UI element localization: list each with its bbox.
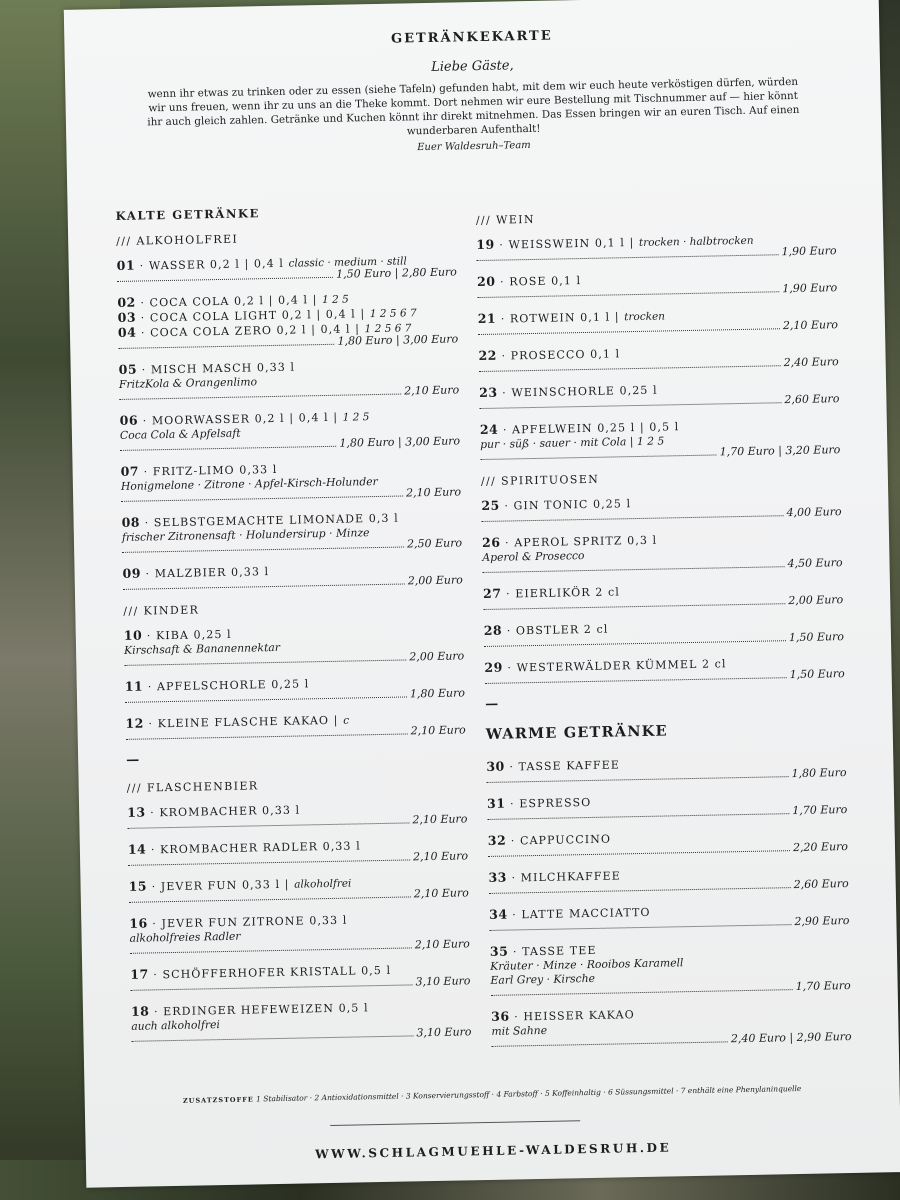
item-price: 2,20 Euro — [792, 840, 849, 855]
bullet-separator: · — [143, 680, 158, 694]
item-description: Earl Grey · Kirsche — [490, 971, 596, 987]
bullet-separator: · — [143, 717, 158, 731]
item-name: COCA COLA LIGHT 0,2 l | 0,4 l | — [149, 307, 366, 325]
bullet-separator: · — [506, 834, 521, 848]
item-number: 23 — [479, 384, 498, 401]
item-description: FritzKola & Orangenlimo — [118, 375, 258, 391]
item-note: c — [343, 714, 350, 727]
item-note: trocken — [624, 310, 666, 324]
menu-item — [480, 415, 841, 463]
item-number: 35 — [489, 943, 509, 959]
item-number: 09 — [122, 565, 142, 581]
bullet-separator: · — [498, 423, 513, 437]
item-name: SELBSTGEMACHTE LIMONADE 0,3 l — [153, 511, 399, 530]
bullet-separator: · — [149, 1005, 164, 1019]
item-name: ESPRESSO — [519, 795, 592, 811]
item-price: 3,10 Euro — [415, 974, 471, 989]
greeting: Liebe Gäste, — [431, 58, 514, 75]
subsection-heading: /// KINDER — [123, 603, 200, 618]
item-name: FRITZ-LIMO 0,33 l — [152, 462, 278, 479]
item-number: 21 — [477, 310, 497, 327]
item-description: Honigmelone · Zitrone · Apfel-Kirsch-Holunder — [120, 474, 378, 493]
item-number: 20 — [476, 273, 496, 290]
page-title: GETRÄNKEKARTE — [390, 28, 553, 47]
bullet-separator: · — [509, 1010, 524, 1024]
item-number: 16 — [129, 915, 148, 931]
item-name: JEVER FUN 0,33 l | — [160, 877, 290, 894]
item-note: 1 2 5 — [342, 411, 370, 424]
bullet-separator: · — [506, 871, 521, 885]
menu-item — [476, 230, 836, 264]
item-description: mit Sahne — [491, 1023, 548, 1038]
bullet-separator: · — [508, 945, 523, 959]
item-name: SCHÖFFERHOFER KRISTALL 0,5 l — [162, 963, 392, 982]
menu-item — [127, 798, 467, 832]
item-number: 29 — [484, 659, 504, 675]
menu-item — [477, 267, 837, 301]
menu-item — [478, 341, 838, 375]
item-number: 04 — [117, 324, 137, 340]
menu-item — [478, 304, 838, 338]
bullet-separator: · — [507, 908, 522, 922]
item-price: 2,60 Euro — [784, 392, 840, 407]
item-number: 22 — [478, 347, 498, 364]
subsection-heading: /// WEIN — [475, 212, 536, 228]
additives-list: 1 Stabilisator · 2 Antioxidationsmittel · 3 Konservierungsstoff · 4 Farbstoff · 5 Koffeinhaltig · 6 Süssungsmittel · 7 enthält eine Phenylaninquelle — [256, 1083, 802, 1104]
item-price: 1,50 Euro | 2,80 Euro — [336, 265, 457, 281]
additives-label: ZUSATZSTOFFE — [182, 1095, 254, 1105]
item-name: KIBA 0,25 l — [155, 627, 232, 643]
item-number: 30 — [486, 758, 505, 774]
item-price: 1,90 Euro — [782, 281, 838, 296]
item-price: 2,00 Euro — [788, 593, 844, 608]
item-price: 1,80 Euro | 3,00 Euro — [339, 434, 461, 450]
item-number: 17 — [130, 966, 149, 982]
bullet-separator: · — [505, 797, 520, 811]
bullet-separator: · — [495, 275, 510, 289]
item-name: ROSE 0,1 l — [509, 274, 582, 289]
bullet-separator: · — [147, 917, 162, 931]
item-name: LATTE MACCIATTO — [521, 905, 651, 922]
item-price: 1,50 Euro — [788, 630, 845, 645]
menu-item — [117, 288, 458, 352]
menu-item — [130, 960, 470, 994]
menu-item — [483, 579, 843, 613]
intro-text: wenn ihr etwas zu trinken oder zu essen (siehe Tafeln) gefunden habt, mit dem wir euch heute verköstigen dürfen, würden wir uns freuen, wenn ihr zu uns an die Theke kommt. Dort nehmen wir eure Bestellung mit Tischnummer auf — hier könnt ihr auch gleich zahlen. Getränke und Kuchen könnt ihr direkt mitnehmen. Das Essen bringen wir an euren Tisch. Auf einen wunderbaren Aufenthalt! — [147, 75, 800, 138]
item-price: 4,50 Euro — [787, 556, 843, 571]
item-number: 25 — [481, 497, 500, 514]
menu-item — [491, 1002, 852, 1050]
bullet-separator: · — [499, 499, 514, 513]
item-number: 05 — [118, 361, 138, 377]
item-price: 1,70 Euro | 3,20 Euro — [719, 443, 841, 459]
item-description: pur · süß · sauer · mit Cola | 1 2 5 — [480, 434, 665, 452]
divider-dash: — — [126, 752, 140, 768]
additives-footnote — [105, 1082, 880, 1106]
item-name: ERDINGER HEFEWEIZEN 0,5 l — [163, 1001, 369, 1019]
bullet-separator: · — [136, 326, 151, 340]
menu-item — [122, 559, 462, 593]
item-name: APEROL SPRITZ 0,3 l — [514, 533, 658, 550]
item-number: 28 — [483, 622, 503, 638]
item-name: HEISSER KAKAO — [523, 1008, 635, 1024]
item-description: frischer Zitronensaft · Holundersirup · Minze — [121, 526, 370, 544]
item-name: TASSE TEE — [522, 943, 597, 959]
item-number: 26 — [481, 534, 501, 550]
item-price: 2,10 Euro — [412, 849, 469, 864]
item-name: TASSE KAFFEE — [518, 758, 621, 774]
menu-item — [479, 378, 839, 412]
item-name: WEINSCHORLE 0,25 l — [511, 383, 658, 400]
item-name: WESTERWÄLDER KÜMMEL 2 cl — [516, 657, 727, 675]
item-number: 33 — [488, 869, 508, 885]
item-price: 1,70 Euro — [795, 979, 851, 994]
item-name: APFELWEIN 0,25 l | 0,5 l — [511, 420, 680, 437]
menu-item — [119, 355, 460, 403]
signature: Euer Waldesruh–Team — [417, 139, 531, 154]
bullet-separator: · — [502, 624, 517, 638]
item-note: 1 2 5 6 7 — [369, 307, 417, 321]
item-number: 07 — [120, 463, 140, 479]
menu-item — [488, 826, 848, 860]
item-description: Coca Cola & Apfelsaft — [119, 426, 241, 442]
item-name: MILCHKAFFEE — [520, 869, 621, 885]
section-heading-warm: WARME GETRÄNKE — [485, 722, 668, 743]
section-heading-cold: KALTE GETRÄNKE — [115, 206, 261, 223]
bullet-separator: · — [137, 414, 152, 428]
item-description: Aperol & Prosecco — [482, 549, 585, 564]
menu-item — [129, 909, 470, 957]
menu-item — [490, 937, 851, 999]
item-price: 2,60 Euro — [793, 877, 849, 892]
menu-item — [487, 789, 847, 823]
item-name: PROSECCO 0,1 l — [510, 347, 621, 363]
item-note: trocken · halbtrocken — [638, 234, 754, 249]
item-description: Kirschsaft & Bananennektar — [123, 640, 281, 657]
item-price: 1,90 Euro — [781, 244, 837, 259]
item-name: WASSER 0,2 l | 0,4 l — [148, 256, 285, 273]
item-name: KLEINE FLASCHE KAKAO | — [157, 713, 339, 731]
item-number: 10 — [123, 627, 143, 643]
website-url: WWW.SCHLAGMUEHLE-WALDESRUH.DE — [315, 1140, 672, 1162]
item-number: 32 — [487, 832, 507, 848]
item-name: KROMBACHER 0,33 l — [159, 803, 301, 820]
item-number: 13 — [127, 804, 146, 820]
bullet-separator: · — [142, 629, 157, 643]
bullet-separator: · — [135, 296, 150, 310]
item-note: classic · medium · still — [288, 255, 407, 270]
item-number: 14 — [127, 841, 147, 857]
item-description: alkoholfreies Radler — [129, 929, 241, 945]
bullet-separator: · — [139, 516, 154, 530]
item-price: 1,80 Euro | 3,00 Euro — [337, 332, 459, 348]
menu-item — [128, 835, 468, 869]
item-name: OBSTLER 2 cl — [515, 622, 609, 638]
item-name: CAPPUCCINO — [519, 832, 612, 848]
item-name: MISCH MASCH 0,33 l — [150, 360, 296, 377]
item-price: 2,10 Euro — [405, 485, 462, 500]
item-number: 12 — [125, 715, 145, 731]
item-price: 2,90 Euro — [794, 914, 850, 929]
item-name: MALZBIER 0,33 l — [154, 565, 270, 581]
item-number: 24 — [479, 421, 499, 438]
item-number: 11 — [124, 678, 144, 694]
bullet-separator: · — [134, 259, 150, 273]
item-number: 06 — [119, 412, 139, 428]
item-name: COCA COLA ZERO 0,2 l | 0,4 l | — [150, 322, 361, 340]
item-price: 2,10 Euro — [412, 812, 468, 827]
bullet-separator: · — [494, 238, 509, 252]
item-note: 1 2 5 6 7 — [364, 322, 412, 336]
item-number: 27 — [482, 585, 502, 601]
item-price: 2,40 Euro | 2,90 Euro — [730, 1029, 852, 1046]
item-price: 2,00 Euro — [407, 573, 463, 588]
bullet-separator: · — [496, 312, 511, 326]
item-number: 36 — [491, 1008, 510, 1024]
item-name: COCA COLA 0,2 l | 0,4 l | — [149, 293, 318, 310]
item-name: EIERLIKÖR 2 cl — [515, 585, 621, 601]
menu-item — [125, 709, 465, 743]
bullet-separator: · — [501, 587, 516, 601]
item-number: 34 — [489, 906, 508, 922]
item-number: 15 — [128, 878, 148, 894]
item-name: WEISSWEIN 0,1 l | — [508, 236, 635, 252]
bullet-separator: · — [136, 363, 152, 377]
item-name: APFELSCHORLE 0,25 l — [156, 677, 310, 694]
menu-sheet — [64, 0, 900, 1188]
bullet-separator: · — [135, 311, 151, 325]
item-name: JEVER FUN ZITRONE 0,33 l — [161, 913, 348, 931]
item-price: 2,10 Euro — [410, 723, 466, 738]
item-number: 19 — [476, 236, 495, 253]
menu-item — [121, 508, 462, 556]
item-price: 2,10 Euro — [782, 318, 839, 333]
footer-divider — [330, 1120, 580, 1126]
subsection-heading: /// SPIRITUOSEN — [480, 472, 600, 489]
item-number: 03 — [117, 309, 137, 325]
right-column — [476, 195, 852, 1060]
item-price: 2,10 Euro — [414, 937, 470, 952]
item-price: 1,80 Euro — [409, 686, 466, 701]
item-number: 01 — [116, 257, 136, 273]
menu-header — [104, 23, 841, 159]
item-number: 08 — [121, 514, 141, 530]
item-price: 2,10 Euro — [404, 383, 460, 398]
menu-item — [484, 616, 844, 650]
bullet-separator: · — [497, 386, 512, 400]
item-number: 18 — [130, 1003, 150, 1019]
item-name: MOORWASSER 0,2 l | 0,4 l | — [151, 410, 339, 428]
item-price: 4,00 Euro — [786, 505, 842, 520]
item-price: 1,50 Euro — [789, 667, 845, 682]
bullet-separator: · — [146, 880, 161, 894]
item-description: auch alkoholfrei — [131, 1018, 221, 1033]
bullet-separator: · — [145, 806, 160, 820]
item-name: ROTWEIN 0,1 l | — [509, 310, 620, 326]
item-note: alkoholfrei — [294, 877, 352, 891]
item-price: 1,80 Euro — [791, 766, 847, 781]
item-number: 02 — [117, 294, 136, 310]
item-name: KROMBACHER RADLER 0,33 l — [159, 839, 361, 857]
item-price: 2,50 Euro — [406, 536, 463, 551]
menu-item — [125, 672, 465, 706]
item-price: 3,10 Euro — [416, 1025, 472, 1040]
menu-item — [120, 406, 461, 454]
item-name: GIN TONIC 0,25 l — [513, 497, 632, 513]
bullet-separator: · — [500, 536, 515, 550]
bullet-separator: · — [148, 968, 163, 982]
menu-item — [131, 997, 472, 1045]
bullet-separator: · — [502, 661, 517, 675]
menu-item — [124, 621, 465, 669]
bullet-separator: · — [496, 349, 511, 363]
subsection-heading: /// ALKOHOLFREI — [116, 232, 239, 248]
bullet-separator: · — [504, 760, 519, 774]
menu-item — [117, 251, 457, 285]
item-number: 31 — [486, 795, 506, 811]
menu-item — [482, 528, 843, 576]
item-price: 1,70 Euro — [792, 803, 848, 818]
menu-item — [488, 863, 848, 897]
bullet-separator: · — [138, 465, 153, 479]
menu-item — [489, 900, 849, 934]
item-description: Kräuter · Minze · Rooibos Karamell — [490, 956, 684, 973]
left-column — [116, 202, 472, 1054]
item-note: 1 2 5 — [321, 293, 349, 307]
item-price: 2,40 Euro — [783, 355, 839, 370]
menu-item — [486, 752, 846, 786]
menu-item — [484, 653, 844, 687]
menu-item — [128, 872, 468, 906]
divider-dash: — — [485, 696, 499, 712]
subsection-heading: /// FLASCHENBIER — [126, 779, 259, 795]
bullet-separator: · — [146, 843, 161, 857]
item-price: 2,00 Euro — [409, 649, 465, 664]
menu-item — [120, 457, 461, 505]
bullet-separator: · — [140, 567, 155, 581]
item-price: 2,10 Euro — [413, 886, 469, 901]
menu-item — [481, 491, 841, 525]
